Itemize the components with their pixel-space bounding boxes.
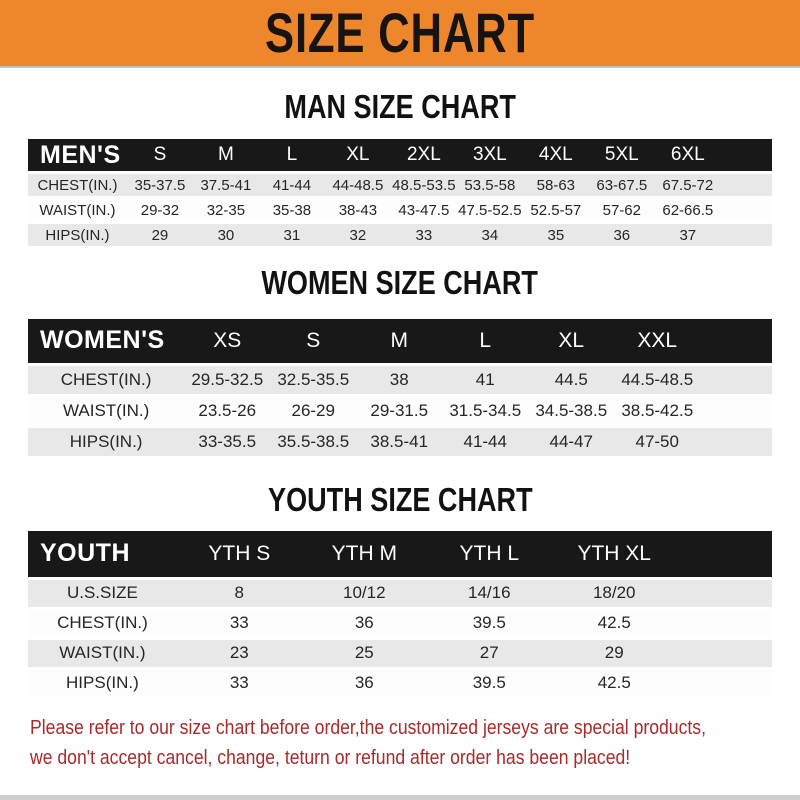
column-header-cell: 2XL <box>406 144 441 166</box>
section-heading-youth <box>0 482 800 518</box>
size-row <box>28 607 772 637</box>
size-value-cell: 31.5-34.5 <box>442 394 528 425</box>
size-value-cell: 42.5 <box>552 667 677 697</box>
size-row <box>28 577 772 607</box>
row-label-cell: CHEST(IN.) <box>28 607 177 637</box>
size-row <box>28 196 772 221</box>
size-value-cell: 29.5-32.5 <box>184 363 270 394</box>
size-value-cell: 35-37.5 <box>127 171 193 196</box>
size-value-cell: 38.5-42.5 <box>614 394 700 425</box>
column-header-cell: 6XL <box>670 144 705 166</box>
column-header-cell: S <box>153 144 167 166</box>
chart-section-youth <box>0 482 800 697</box>
column-header-cell: S <box>306 328 321 352</box>
size-value-cell: 36 <box>302 607 427 637</box>
header-spacer-cell <box>721 139 772 171</box>
size-value-cell: 29 <box>127 221 193 246</box>
bottom-border <box>0 795 800 800</box>
column-header-cell: XS <box>213 328 242 352</box>
column-header-cell: 4XL <box>538 144 573 166</box>
column-header-cell: XXL <box>637 328 678 352</box>
row-spacer-cell <box>677 667 772 697</box>
section-heading-text: YOUTH SIZE CHART <box>267 480 533 518</box>
size-value-cell: 35-38 <box>259 196 325 221</box>
section-heading-text: WOMEN SIZE CHART <box>261 264 539 302</box>
row-spacer-cell <box>700 394 772 425</box>
chart-section-men <box>0 89 800 246</box>
row-label-cell: WAIST(IN.) <box>28 196 127 221</box>
row-spacer-cell <box>677 607 772 637</box>
column-header-cell: 5XL <box>604 144 639 166</box>
size-value-cell: 33 <box>177 607 302 637</box>
row-label-cell: HIPS(IN.) <box>28 221 127 246</box>
notice-line-2: we don't accept cancel, change, teturn or refund after order has been placed! <box>30 746 631 769</box>
size-value-cell: 32.5-35.5 <box>270 363 356 394</box>
size-value-cell: 32 <box>325 221 391 246</box>
size-table-women <box>28 319 772 456</box>
table-header-label: MEN'S <box>40 140 121 169</box>
size-value-cell: 53.5-58 <box>457 171 523 196</box>
column-header-cell: XL <box>346 144 370 166</box>
size-value-cell: 14/16 <box>427 577 552 607</box>
size-value-cell: 67.5-72 <box>655 171 721 196</box>
chart-section-women <box>0 265 800 455</box>
size-table-youth <box>28 531 772 697</box>
size-value-cell: 36 <box>302 667 427 697</box>
row-label-cell: WAIST(IN.) <box>28 394 184 425</box>
column-header-cell: L <box>286 144 298 166</box>
size-row <box>28 171 772 196</box>
column-header-cell: YTH S <box>208 541 271 565</box>
size-row <box>28 425 772 456</box>
row-label-cell: CHEST(IN.) <box>28 171 127 196</box>
size-value-cell: 25 <box>302 637 427 667</box>
size-value-cell: 23.5-26 <box>184 394 270 425</box>
size-value-cell: 57-62 <box>589 196 655 221</box>
charts-container <box>0 89 800 697</box>
row-spacer-cell <box>721 171 772 196</box>
size-value-cell: 8 <box>177 577 302 607</box>
size-value-cell: 39.5 <box>427 667 552 697</box>
size-chart-banner <box>0 0 800 68</box>
size-value-cell: 31 <box>259 221 325 246</box>
size-value-cell: 23 <box>177 637 302 667</box>
size-value-cell: 26-29 <box>270 394 356 425</box>
size-value-cell: 35 <box>523 221 589 246</box>
table-header-row <box>28 139 772 171</box>
table-header-label: WOMEN'S <box>40 326 165 355</box>
row-label-cell: U.S.SIZE <box>28 577 177 607</box>
size-value-cell: 63-67.5 <box>589 171 655 196</box>
size-value-cell: 29 <box>552 637 677 667</box>
column-header-cell: M <box>390 328 408 352</box>
size-value-cell: 44-47 <box>528 425 614 456</box>
size-row <box>28 667 772 697</box>
row-spacer-cell <box>700 425 772 456</box>
column-header-cell: 3XL <box>472 144 507 166</box>
size-value-cell: 27 <box>427 637 552 667</box>
size-value-cell: 34.5-38.5 <box>528 394 614 425</box>
size-value-cell: 33 <box>177 667 302 697</box>
size-value-cell: 43-47.5 <box>391 196 457 221</box>
size-value-cell: 32-35 <box>193 196 259 221</box>
size-value-cell: 36 <box>589 221 655 246</box>
column-header-cell: YTH M <box>331 541 397 565</box>
row-spacer-cell <box>721 221 772 246</box>
size-value-cell: 38-43 <box>325 196 391 221</box>
table-header-row <box>28 531 772 577</box>
size-value-cell: 47-50 <box>614 425 700 456</box>
header-spacer-cell <box>700 319 772 363</box>
size-value-cell: 29-31.5 <box>356 394 442 425</box>
size-value-cell: 29-32 <box>127 196 193 221</box>
size-value-cell: 38 <box>356 363 442 394</box>
size-value-cell: 44.5-48.5 <box>614 363 700 394</box>
row-spacer-cell <box>700 363 772 394</box>
row-label-cell: WAIST(IN.) <box>28 637 177 667</box>
table-header-row <box>28 319 772 363</box>
size-value-cell: 41-44 <box>442 425 528 456</box>
size-value-cell: 38.5-41 <box>356 425 442 456</box>
section-heading-women <box>0 265 800 301</box>
size-value-cell: 30 <box>193 221 259 246</box>
size-value-cell: 35.5-38.5 <box>270 425 356 456</box>
footer-notice <box>30 713 800 773</box>
size-value-cell: 41 <box>442 363 528 394</box>
size-value-cell: 44.5 <box>528 363 614 394</box>
size-value-cell: 18/20 <box>552 577 677 607</box>
size-value-cell: 62-66.5 <box>655 196 721 221</box>
column-header-cell: XL <box>558 328 585 352</box>
size-row <box>28 394 772 425</box>
row-spacer-cell <box>721 196 772 221</box>
size-table-men <box>28 139 772 246</box>
size-value-cell: 39.5 <box>427 607 552 637</box>
size-row <box>28 221 772 246</box>
size-value-cell: 52.5-57 <box>523 196 589 221</box>
row-label-cell: HIPS(IN.) <box>28 425 184 456</box>
size-value-cell: 42.5 <box>552 607 677 637</box>
column-header-cell: L <box>479 328 492 352</box>
size-value-cell: 33 <box>391 221 457 246</box>
column-header-cell: YTH XL <box>577 541 651 565</box>
size-value-cell: 41-44 <box>259 171 325 196</box>
notice-line-1: Please refer to our size chart before order,the customized jerseys are special products, <box>30 716 706 739</box>
size-value-cell: 58-63 <box>523 171 589 196</box>
size-value-cell: 33-35.5 <box>184 425 270 456</box>
size-row <box>28 637 772 667</box>
size-value-cell: 37.5-41 <box>193 171 259 196</box>
table-header-label: YOUTH <box>40 539 130 568</box>
section-heading-text: MAN SIZE CHART <box>284 88 516 125</box>
banner-title: SIZE CHART <box>265 1 535 64</box>
size-value-cell: 47.5-52.5 <box>457 196 523 221</box>
size-value-cell: 37 <box>655 221 721 246</box>
row-label-cell: HIPS(IN.) <box>28 667 177 697</box>
size-value-cell: 48.5-53.5 <box>391 171 457 196</box>
section-heading-men <box>0 89 800 125</box>
column-header-cell: M <box>218 144 234 166</box>
size-value-cell: 44-48.5 <box>325 171 391 196</box>
row-spacer-cell <box>677 577 772 607</box>
header-spacer-cell <box>677 531 772 577</box>
size-value-cell: 34 <box>457 221 523 246</box>
size-value-cell: 10/12 <box>302 577 427 607</box>
row-label-cell: CHEST(IN.) <box>28 363 184 394</box>
column-header-cell: YTH L <box>459 541 520 565</box>
row-spacer-cell <box>677 637 772 667</box>
size-row <box>28 363 772 394</box>
